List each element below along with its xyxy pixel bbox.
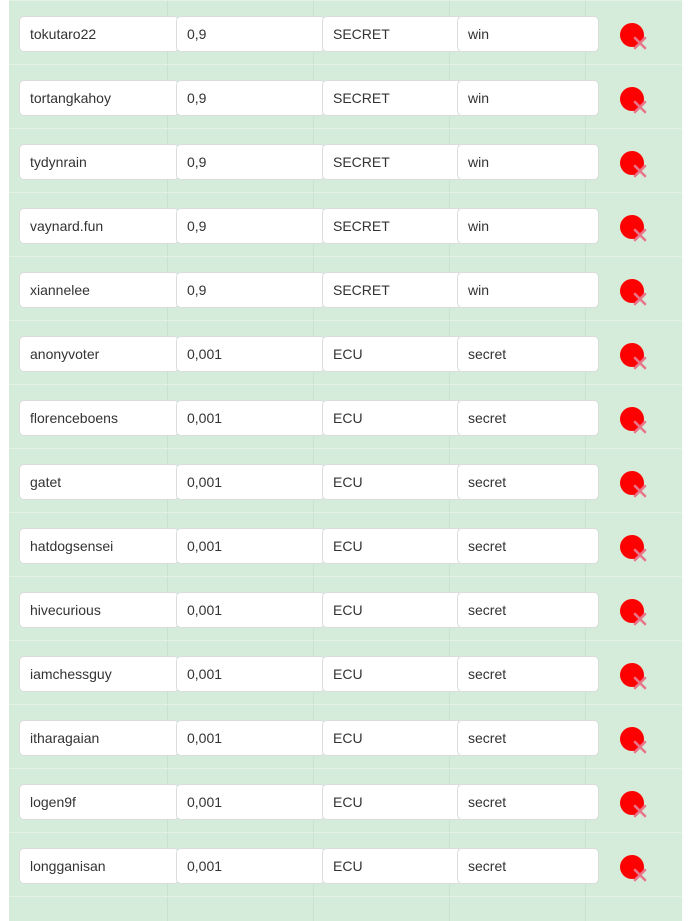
- table-row: [9, 65, 682, 129]
- delete-icon: [620, 471, 648, 499]
- token-field[interactable]: ECU: [322, 400, 462, 436]
- username-field[interactable]: logen9f: [19, 784, 179, 820]
- delete-row-button[interactable]: [620, 855, 648, 883]
- token-field[interactable]: ECU: [322, 848, 462, 884]
- amount-field[interactable]: 0,9: [176, 208, 325, 244]
- amount-field[interactable]: 0,001: [176, 848, 325, 884]
- delete-icon: [620, 215, 648, 243]
- token-field[interactable]: SECRET: [322, 16, 462, 52]
- memo-field[interactable]: win: [457, 144, 599, 180]
- username-field[interactable]: tokutaro22: [19, 16, 179, 52]
- memo-field[interactable]: secret: [457, 656, 599, 692]
- table-row: [9, 321, 682, 385]
- username-field[interactable]: itharagaian: [19, 720, 179, 756]
- amount-field[interactable]: 0,001: [176, 336, 325, 372]
- table-row: [9, 833, 682, 897]
- delete-icon: [620, 343, 648, 371]
- delete-row-button[interactable]: [620, 279, 648, 307]
- delete-row-button[interactable]: [620, 23, 648, 51]
- delete-icon: [620, 663, 648, 691]
- table-row: [9, 577, 682, 641]
- delete-row-button[interactable]: [620, 791, 648, 819]
- delete-row-button[interactable]: [620, 87, 648, 115]
- username-field[interactable]: florenceboens: [19, 400, 179, 436]
- username-field[interactable]: iamchessguy: [19, 656, 179, 692]
- delete-icon: [620, 599, 648, 627]
- delete-icon: [620, 407, 648, 435]
- table-row: [9, 129, 682, 193]
- table-row: [9, 513, 682, 577]
- table-row: [9, 385, 682, 449]
- token-field[interactable]: SECRET: [322, 80, 462, 116]
- table-row: [9, 257, 682, 321]
- amount-field[interactable]: 0,9: [176, 272, 325, 308]
- delete-row-button[interactable]: [620, 535, 648, 563]
- memo-field[interactable]: secret: [457, 400, 599, 436]
- username-field[interactable]: tydynrain: [19, 144, 179, 180]
- memo-field[interactable]: win: [457, 80, 599, 116]
- delete-icon: [620, 535, 648, 563]
- token-field[interactable]: ECU: [322, 464, 462, 500]
- username-field[interactable]: longganisan: [19, 848, 179, 884]
- amount-field[interactable]: 0,001: [176, 528, 325, 564]
- memo-field[interactable]: secret: [457, 848, 599, 884]
- amount-field[interactable]: 0,001: [176, 656, 325, 692]
- memo-field[interactable]: secret: [457, 784, 599, 820]
- table-row: [9, 769, 682, 833]
- username-field[interactable]: xiannelee: [19, 272, 179, 308]
- delete-icon: [620, 855, 648, 883]
- delete-row-button[interactable]: [620, 151, 648, 179]
- delete-icon: [620, 151, 648, 179]
- delete-icon: [620, 727, 648, 755]
- token-field[interactable]: ECU: [322, 528, 462, 564]
- amount-field[interactable]: 0,001: [176, 592, 325, 628]
- memo-field[interactable]: secret: [457, 528, 599, 564]
- memo-field[interactable]: secret: [457, 336, 599, 372]
- amount-field[interactable]: 0,001: [176, 784, 325, 820]
- table-row: [9, 705, 682, 769]
- token-field[interactable]: ECU: [322, 592, 462, 628]
- delete-row-button[interactable]: [620, 599, 648, 627]
- username-field[interactable]: anonyvoter: [19, 336, 179, 372]
- amount-field[interactable]: 0,9: [176, 144, 325, 180]
- username-field[interactable]: vaynard.fun: [19, 208, 179, 244]
- memo-field[interactable]: win: [457, 16, 599, 52]
- delete-icon: [620, 23, 648, 51]
- amount-field[interactable]: 0,001: [176, 400, 325, 436]
- token-field[interactable]: SECRET: [322, 272, 462, 308]
- memo-field[interactable]: secret: [457, 464, 599, 500]
- table-row: [9, 449, 682, 513]
- memo-field[interactable]: win: [457, 208, 599, 244]
- memo-field[interactable]: secret: [457, 592, 599, 628]
- transfer-table: [9, 0, 682, 921]
- memo-field[interactable]: secret: [457, 720, 599, 756]
- delete-row-button[interactable]: [620, 727, 648, 755]
- token-field[interactable]: ECU: [322, 784, 462, 820]
- delete-icon: [620, 87, 648, 115]
- token-field[interactable]: SECRET: [322, 208, 462, 244]
- token-field[interactable]: SECRET: [322, 144, 462, 180]
- username-field[interactable]: gatet: [19, 464, 179, 500]
- username-field[interactable]: hatdogsensei: [19, 528, 179, 564]
- token-field[interactable]: ECU: [322, 656, 462, 692]
- amount-field[interactable]: 0,9: [176, 16, 325, 52]
- delete-row-button[interactable]: [620, 215, 648, 243]
- delete-icon: [620, 279, 648, 307]
- delete-row-button[interactable]: [620, 407, 648, 435]
- table-row: [9, 193, 682, 257]
- delete-row-button[interactable]: [620, 663, 648, 691]
- delete-row-button[interactable]: [620, 471, 648, 499]
- amount-field[interactable]: 0,001: [176, 464, 325, 500]
- table-row: [9, 1, 682, 65]
- delete-row-button[interactable]: [620, 343, 648, 371]
- amount-field[interactable]: 0,9: [176, 80, 325, 116]
- table-row: [9, 641, 682, 705]
- username-field[interactable]: tortangkahoy: [19, 80, 179, 116]
- token-field[interactable]: ECU: [322, 720, 462, 756]
- delete-icon: [620, 791, 648, 819]
- amount-field[interactable]: 0,001: [176, 720, 325, 756]
- token-field[interactable]: ECU: [322, 336, 462, 372]
- memo-field[interactable]: win: [457, 272, 599, 308]
- username-field[interactable]: hivecurious: [19, 592, 179, 628]
